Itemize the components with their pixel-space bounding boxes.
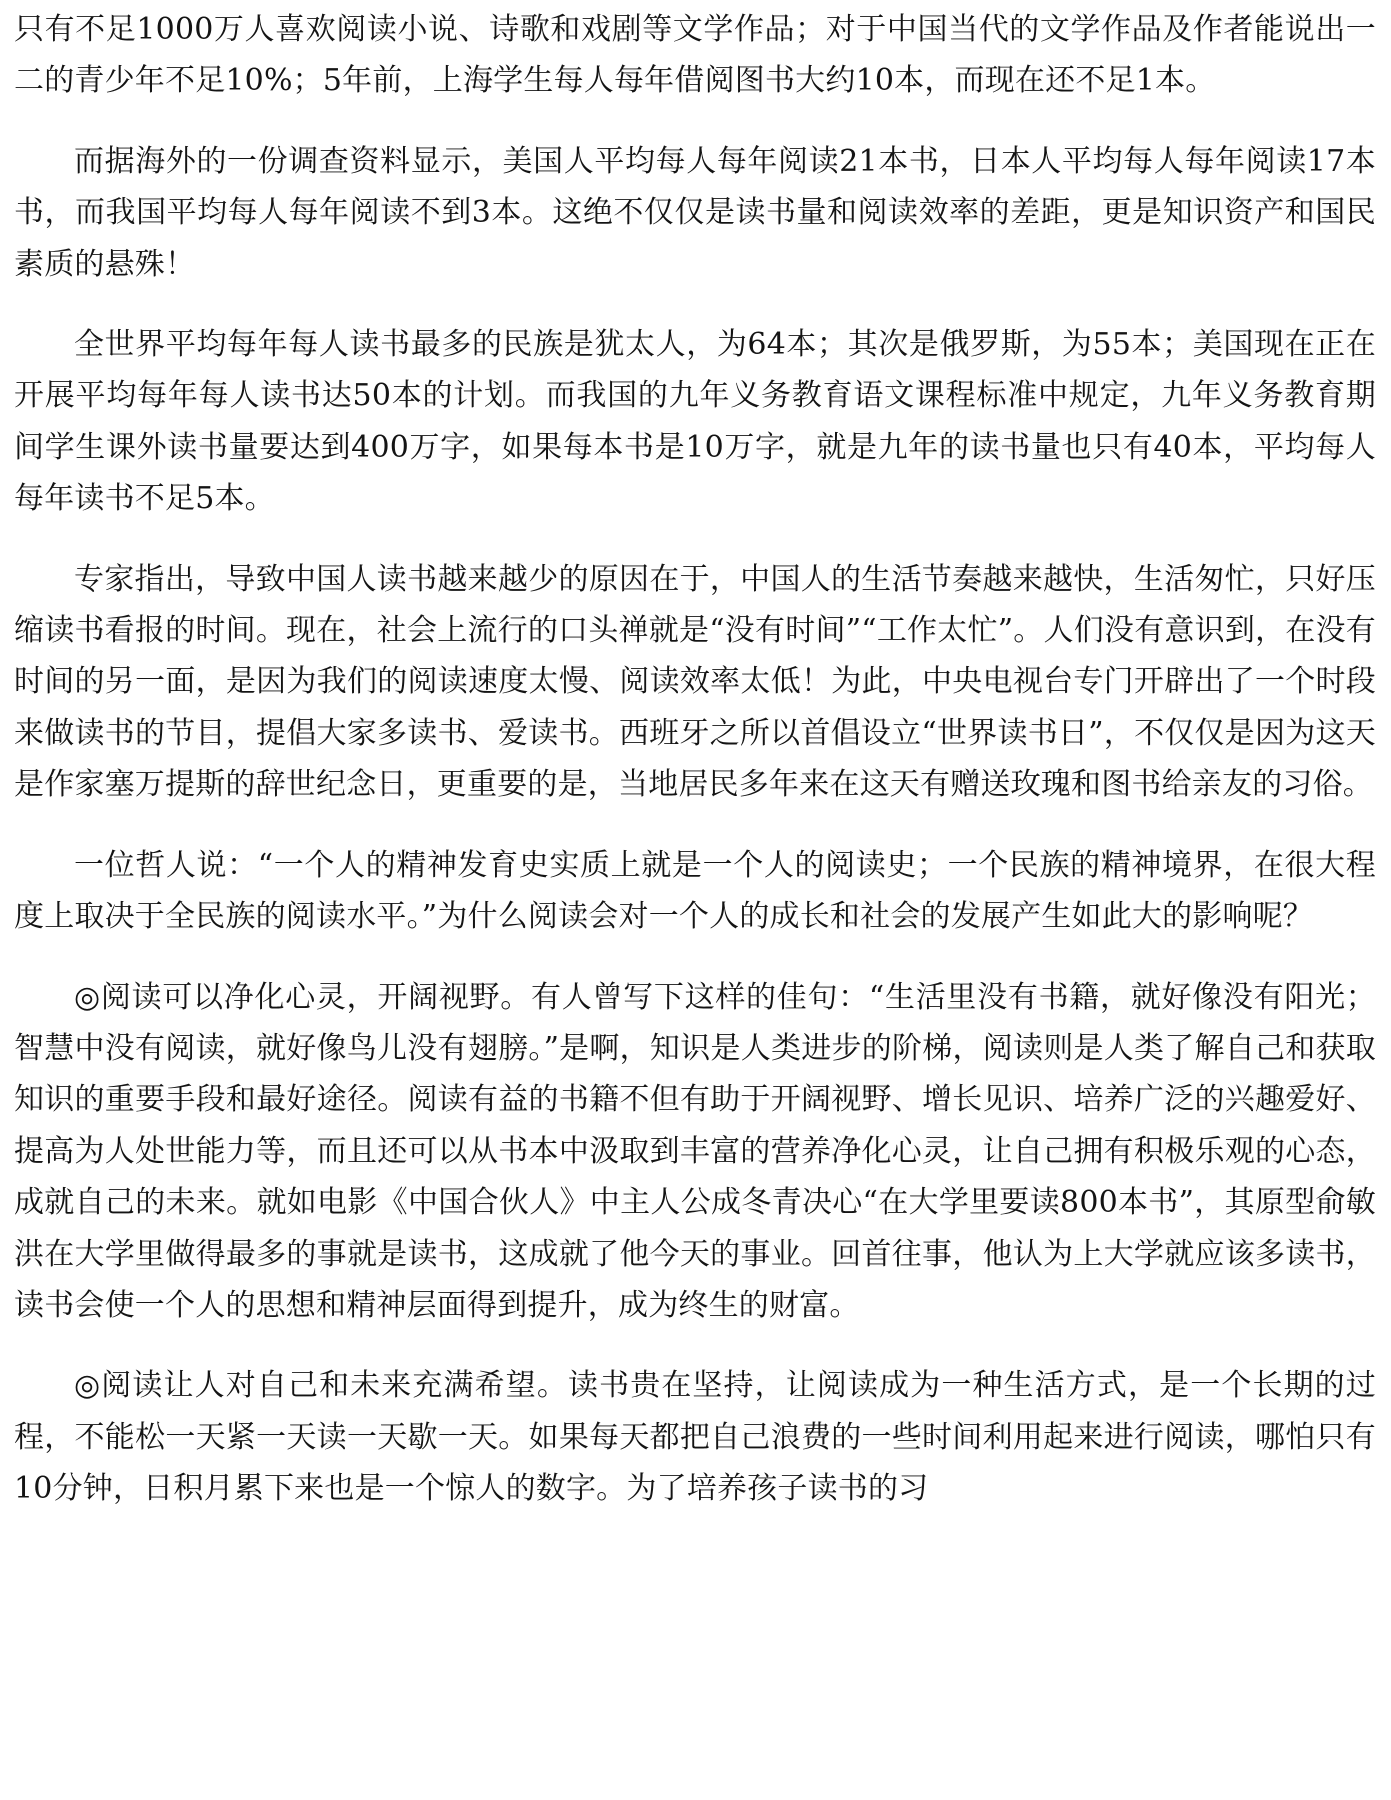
paragraph-3: 全世界平均每年每人读书最多的民族是犹太人，为64本；其次是俄罗斯，为55本；美国现在正在开展平均每年每人读书达50本的计划。而我国的九年义务教育语文课程标准中规定，九年义务教育期间学生课外读书量要达到400万字，如果每本书是10万字，就是九年的读书量也只有40本，平均每人每年读书不足5本。 [14, 327, 1376, 517]
document-page [14, 4, 1376, 1544]
paragraph-1: 只有不足1000万人喜欢阅读小说、诗歌和戏剧等文学作品；对于中国当代的文学作品及作者能说出一二的青少年不足10%；5年前，上海学生每人每年借阅图书大约10本，而现在还不足1本。 [14, 12, 1376, 99]
paragraph-6: ◎阅读可以净化心灵，开阔视野。有人曾写下这样的佳句：“生活里没有书籍，就好像没有阳光；智慧中没有阅读，就好像鸟儿没有翅膀。”是啊，知识是人类进步的阶梯，阅读则是人类了解自己和获取知识的重要手段和最好途径。阅读有益的书籍不但有助于开阔视野、增长见识、培养广泛的兴趣爱好、提高为人处世能力等，而且还可以从书本中汲取到丰富的营养净化心灵，让自己拥有积极乐观的心态，成就自己的未来。就如电影《中国合伙人》中主人公成冬青决心“在大学里要读800本书”，其原型俞敏洪在大学里做得最多的事就是读书，这成就了他今天的事业。回首往事，他认为上大学就应该多读书，读书会使一个人的思想和精神层面得到提升，成为终生的财富。 [14, 979, 1376, 1323]
paragraph-4: 专家指出，导致中国人读书越来越少的原因在于，中国人的生活节奏越来越快，生活匆忙，只好压缩读书看报的时间。现在，社会上流行的口头禅就是“没有时间”“工作太忙”。人们没有意识到，在没有时间的另一面，是因为我们的阅读速度太慢、阅读效率太低！为此，中央电视台专门开辟出了一个时段来做读书的节目，提倡大家多读书、爱读书。西班牙之所以首倡设立“世界读书日”，不仅仅是因为这天是作家塞万提斯的辞世纪念日，更重要的是，当地居民多年来在这天有赠送玫瑰和图书给亲友的习俗。 [14, 561, 1376, 803]
paragraph-7: ◎阅读让人对自己和未来充满希望。读书贵在坚持，让阅读成为一种生活方式，是一个长期的过程，不能松一天紧一天读一天歇一天。如果每天都把自己浪费的一些时间利用起来进行阅读，哪怕只有10分钟，日积月累下来也是一个惊人的数字。为了培养孩子读书的习 [14, 1368, 1376, 1507]
paragraph-5: 一位哲人说：“一个人的精神发育史实质上就是一个人的阅读史；一个民族的精神境界，在很大程度上取决于全民族的阅读水平。”为什么阅读会对一个人的成长和社会的发展产生如此大的影响呢？ [14, 847, 1376, 935]
paragraph-2: 而据海外的一份调查资料显示，美国人平均每人每年阅读21本书，日本人平均每人每年阅读17本书，而我国平均每人每年阅读不到3本。这绝不仅仅是读书量和阅读效率的差距，更是知识资产和国民素质的悬殊！ [14, 143, 1376, 282]
